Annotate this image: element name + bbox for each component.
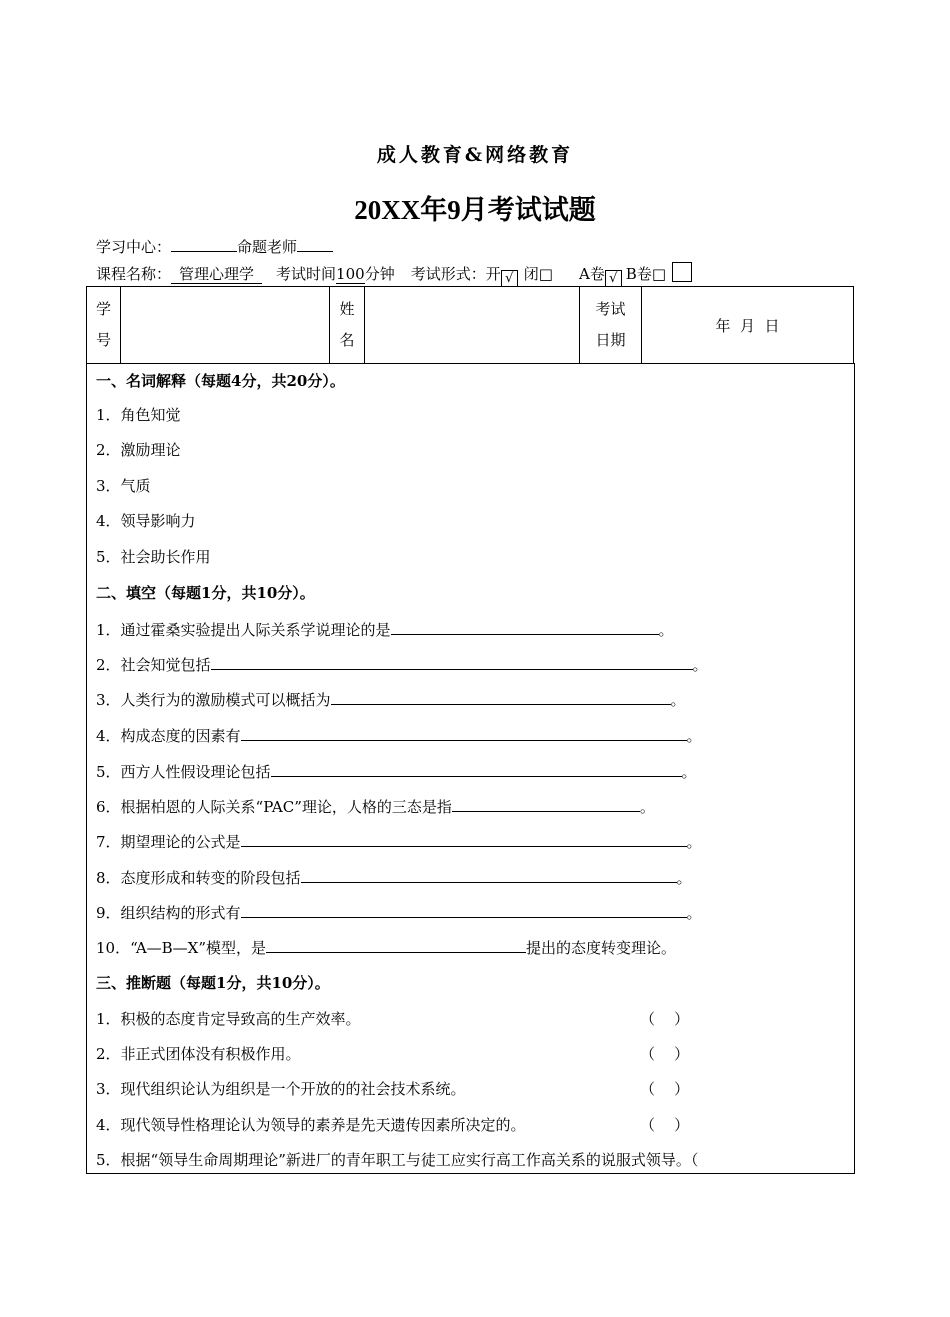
paper-b-checkbox[interactable]: □	[651, 265, 666, 283]
s2-item-5: 5．西方人性假设理论包括 。	[96, 760, 697, 782]
study-center-label: 学习中心：	[96, 238, 172, 256]
s3-item-2: 2．非正式团体没有积极作用。	[96, 1045, 301, 1063]
open-label: 开	[485, 265, 501, 283]
exam-date-field[interactable]: 年 月 日	[642, 287, 854, 364]
student-info-table	[86, 286, 854, 364]
extra-checkbox[interactable]	[672, 262, 692, 282]
name-field[interactable]	[365, 287, 580, 364]
s3-item-4: 4．现代领导性格理论认为领导的素养是先天遗传因素所决定的。	[96, 1116, 526, 1134]
fill-blank[interactable]	[211, 653, 693, 670]
section-2-title: 二、填空（每题1分，共10分）。	[96, 584, 315, 602]
teacher-blank	[297, 251, 333, 252]
duration-value: 100	[336, 265, 365, 283]
duration-unit: 分钟	[364, 265, 395, 283]
info-line-1	[96, 236, 333, 257]
duration-label: 考试时间	[276, 265, 337, 283]
s2-item-2: 2．社会知觉包括 。	[96, 653, 708, 675]
organization-title: 成人教育&网络教育	[376, 144, 574, 166]
s2-item-8: 8．态度形成和转变的阶段包括 。	[96, 866, 692, 888]
fill-blank[interactable]	[452, 795, 640, 812]
s3-item-1: 1．积极的态度肯定导致高的生产效率。	[96, 1010, 361, 1028]
study-center-blank	[171, 251, 237, 252]
paper-b-label: B卷	[625, 265, 652, 283]
fill-blank[interactable]	[391, 618, 659, 635]
course-value: 管理心理学	[171, 266, 262, 284]
s1-item-3: 3．气质	[96, 477, 151, 495]
s1-item-1: 1．角色知觉	[96, 406, 181, 424]
answer-parens[interactable]: （ ）	[640, 1080, 690, 1098]
fill-blank[interactable]	[301, 866, 677, 883]
student-id-field[interactable]	[121, 287, 330, 364]
s3-item-3: 3．现代组织论认为组织是一个开放的的社会技术系统。	[96, 1080, 466, 1098]
answer-parens[interactable]: （ ）	[640, 1010, 690, 1028]
s2-item-1: 1．通过霍桑实验提出人际关系学说理论的是 。	[96, 618, 674, 640]
paper-a-label: A卷	[578, 265, 605, 283]
teacher-label: 命题老师	[237, 238, 298, 256]
s1-item-2: 2．激励理论	[96, 441, 181, 459]
answer-parens[interactable]: （ ）	[640, 1045, 690, 1063]
name-label: 姓 名	[330, 287, 365, 364]
open-checkbox[interactable]: √	[501, 270, 518, 287]
fill-blank[interactable]	[241, 830, 687, 847]
s2-item-6: 6．根据柏恩的人际关系“PAC”理论，人格的三态是指 。	[96, 795, 655, 817]
closed-label: 闭	[523, 265, 539, 283]
s2-item-9: 9．组织结构的形式有 。	[96, 901, 702, 923]
s1-item-5: 5．社会助长作用	[96, 548, 211, 566]
section-1-title: 一、名词解释（每题4分，共20分）。	[96, 372, 345, 390]
exam-title: 20XX年9月考试试题	[354, 195, 596, 225]
closed-checkbox[interactable]: □	[538, 265, 553, 283]
s3-item-5: 5．根据“领导生命周期理论”新进厂的青年职工与徒工应实行高工作高关系的说服式领导。（	[96, 1151, 699, 1169]
course-label: 课程名称：	[96, 265, 172, 283]
section-3-title: 三、推断题（每题1分，共10分）。	[96, 974, 330, 992]
format-label: 考试形式：	[410, 265, 486, 283]
fill-blank[interactable]	[271, 760, 682, 777]
paper-a-checkbox[interactable]: √	[605, 270, 622, 287]
s1-item-4: 4．领导影响力	[96, 512, 196, 530]
fill-blank[interactable]	[266, 936, 526, 953]
s2-item-4: 4．构成态度的因素有 。	[96, 724, 702, 746]
answer-parens[interactable]: （ ）	[640, 1116, 690, 1134]
s2-item-3: 3．人类行为的激励模式可以概括为 。	[96, 688, 686, 710]
student-id-label: 学 号	[87, 287, 121, 364]
s2-item-10: 10．“A—B—X”模型，是 提出的态度转变理论。	[96, 936, 676, 958]
s2-item-7: 7．期望理论的公式是 。	[96, 830, 702, 852]
info-line-2	[96, 262, 692, 287]
exam-date-label: 考试 日期	[580, 287, 642, 364]
fill-blank[interactable]	[241, 901, 687, 918]
fill-blank[interactable]	[331, 688, 671, 705]
fill-blank[interactable]	[241, 724, 687, 741]
